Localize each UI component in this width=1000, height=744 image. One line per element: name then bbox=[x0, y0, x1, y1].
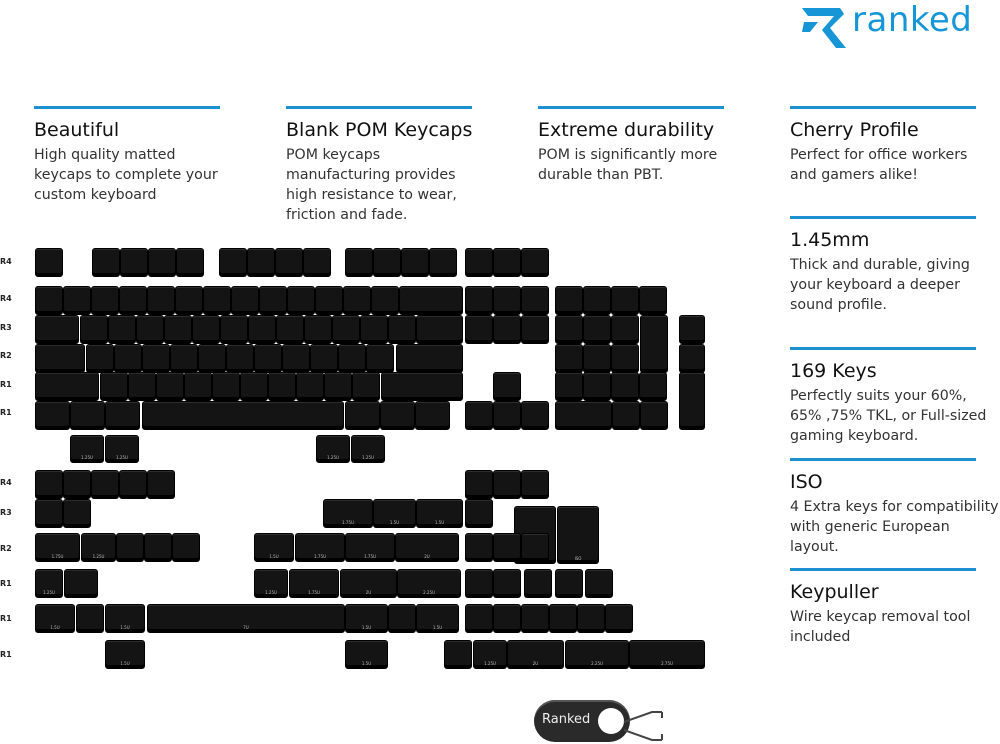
keycap bbox=[493, 372, 521, 401]
keycap bbox=[70, 401, 105, 430]
keycap bbox=[116, 533, 144, 562]
keycap bbox=[198, 344, 226, 373]
row-label: R3 bbox=[0, 323, 12, 332]
keycap bbox=[323, 499, 373, 528]
keycap bbox=[565, 640, 629, 669]
row-label: R1 bbox=[0, 614, 12, 623]
keycap bbox=[35, 499, 63, 528]
keycap bbox=[105, 604, 145, 633]
keycap bbox=[351, 435, 385, 463]
keycap bbox=[248, 315, 276, 344]
row-label: R2 bbox=[0, 544, 12, 553]
keycap bbox=[583, 344, 611, 373]
keycap bbox=[549, 604, 577, 633]
keycap bbox=[493, 248, 521, 277]
keycap bbox=[268, 372, 296, 401]
keycap bbox=[164, 315, 192, 344]
keycap bbox=[366, 344, 394, 373]
feature-key-count bbox=[790, 347, 987, 446]
row-label: R1 bbox=[0, 579, 12, 588]
keypuller bbox=[534, 700, 664, 744]
keycap bbox=[352, 372, 380, 401]
keycap bbox=[105, 640, 145, 669]
keycap-size-label: 1.25U bbox=[362, 455, 374, 460]
keycap bbox=[276, 315, 304, 344]
keycap bbox=[521, 248, 549, 277]
keycap bbox=[119, 286, 147, 315]
keycap bbox=[611, 315, 639, 344]
keycap-size-label: 1.25U bbox=[43, 590, 55, 595]
keycap bbox=[80, 315, 108, 344]
keycap bbox=[521, 401, 549, 430]
keycap bbox=[100, 372, 128, 401]
keycap bbox=[473, 640, 507, 669]
keycap bbox=[521, 604, 549, 633]
feature-keypuller bbox=[790, 568, 980, 647]
keycap bbox=[416, 315, 463, 344]
keypuller-wire-icon bbox=[622, 708, 666, 744]
keycap bbox=[81, 533, 116, 562]
keycap bbox=[86, 344, 114, 373]
keycap bbox=[147, 286, 175, 315]
keycap bbox=[416, 499, 463, 528]
keycap bbox=[105, 435, 139, 463]
row-label: R3 bbox=[0, 508, 12, 517]
keycap bbox=[35, 286, 63, 315]
keycap bbox=[611, 372, 639, 401]
keycap-size-label: 1.75U bbox=[342, 520, 354, 525]
keycap bbox=[91, 470, 119, 499]
keycap bbox=[226, 344, 254, 373]
keycap bbox=[119, 470, 147, 499]
keycap bbox=[136, 315, 164, 344]
keycap bbox=[521, 315, 549, 344]
keycap bbox=[240, 372, 268, 401]
keycap-size-label: 1.5U bbox=[389, 520, 400, 525]
keycap bbox=[360, 315, 388, 344]
keycap-size-label: 1.25U bbox=[81, 455, 93, 460]
keycap bbox=[493, 569, 521, 598]
keycap bbox=[465, 315, 493, 344]
feature-rule bbox=[790, 458, 976, 461]
keypuller-label: Ranked bbox=[542, 712, 591, 727]
keycap bbox=[63, 470, 91, 499]
keycap bbox=[639, 372, 667, 401]
keycap bbox=[345, 401, 380, 430]
keycap bbox=[148, 248, 176, 277]
keycap bbox=[35, 604, 75, 633]
keycap bbox=[465, 499, 493, 528]
feature-desc: Thick and durable, giving your keyboard a deeper sound profile. bbox=[790, 257, 970, 313]
feature-title: Beautiful bbox=[34, 119, 120, 141]
keycap bbox=[555, 286, 583, 315]
keycap bbox=[91, 286, 119, 315]
row-label: R1 bbox=[0, 650, 12, 659]
keycap bbox=[465, 470, 493, 499]
keycap bbox=[144, 533, 172, 562]
keycap bbox=[147, 604, 345, 633]
keycap bbox=[170, 344, 198, 373]
feature-rule bbox=[790, 347, 976, 350]
keycap bbox=[493, 604, 521, 633]
keycap bbox=[555, 401, 612, 430]
keycap bbox=[639, 286, 667, 315]
keycap bbox=[555, 372, 583, 401]
keycap bbox=[120, 248, 148, 277]
keycap bbox=[415, 401, 450, 430]
keycap-size-label: 1.5U bbox=[361, 661, 372, 666]
keycap bbox=[577, 604, 605, 633]
keycap bbox=[35, 315, 79, 344]
keycap bbox=[507, 640, 564, 669]
keycap bbox=[156, 372, 184, 401]
keycap bbox=[147, 470, 175, 499]
keycap bbox=[259, 286, 287, 315]
keycap bbox=[381, 372, 463, 401]
keycap bbox=[247, 248, 275, 277]
keycap bbox=[254, 344, 282, 373]
keycap bbox=[679, 372, 705, 430]
keycap bbox=[296, 372, 324, 401]
keycap bbox=[345, 604, 388, 633]
keycap bbox=[557, 506, 599, 564]
feature-title: 1.45mm bbox=[790, 229, 870, 251]
feature-desc: Wire keycap removal tool included bbox=[790, 609, 971, 645]
keycap bbox=[303, 248, 331, 277]
keycap bbox=[373, 248, 401, 277]
keycap-size-label: ISO bbox=[574, 556, 582, 561]
keycap bbox=[35, 401, 70, 430]
keycap bbox=[128, 372, 156, 401]
keycap-size-label: 1.25U bbox=[484, 661, 496, 666]
keycap bbox=[465, 248, 493, 277]
keycap bbox=[416, 604, 459, 633]
keypuller-body bbox=[534, 700, 630, 742]
keycap bbox=[465, 401, 493, 430]
row-label: R4 bbox=[0, 294, 12, 303]
keycap bbox=[396, 344, 463, 373]
keycap bbox=[679, 344, 705, 373]
keycap bbox=[282, 344, 310, 373]
keycap bbox=[493, 401, 521, 430]
feature-desc: 4 Extra keys for compatibility with generic European layout. bbox=[790, 499, 999, 555]
keycap bbox=[76, 604, 104, 633]
keycap bbox=[192, 315, 220, 344]
keycap bbox=[316, 435, 350, 463]
keycap bbox=[388, 315, 416, 344]
keycap bbox=[254, 533, 294, 562]
keycap bbox=[399, 286, 463, 315]
feature-title: Cherry Profile bbox=[790, 119, 919, 141]
feature-desc: Perfectly suits your 60%, 65% ,75% TKL, or Full-sized gaming keyboard. bbox=[790, 388, 987, 444]
keycap bbox=[35, 248, 63, 277]
keycap bbox=[397, 569, 461, 598]
feature-rule bbox=[790, 106, 976, 109]
keycap bbox=[373, 499, 416, 528]
keycap bbox=[203, 286, 231, 315]
keycap bbox=[310, 344, 338, 373]
keycap bbox=[583, 372, 611, 401]
row-label: R2 bbox=[0, 351, 12, 360]
keycap-size-label: 1.75U bbox=[364, 554, 376, 559]
keycap bbox=[231, 286, 259, 315]
keycap-size-label: 2U bbox=[424, 554, 430, 559]
keycap bbox=[585, 569, 613, 598]
keycap bbox=[521, 286, 549, 315]
keycap bbox=[142, 401, 344, 430]
keycap bbox=[219, 248, 247, 277]
keycap bbox=[35, 470, 63, 499]
feature-desc: POM keycaps manufacturing provides high resistance to wear, friction and fade. bbox=[286, 147, 457, 223]
keycap-size-label: 1.25U bbox=[327, 455, 339, 460]
keycap bbox=[465, 604, 493, 633]
keycap-size-label: 2.25U bbox=[423, 590, 435, 595]
keycap bbox=[605, 604, 633, 633]
keycap bbox=[521, 470, 549, 499]
keycap bbox=[35, 372, 99, 401]
keycap bbox=[493, 286, 521, 315]
keycap bbox=[465, 286, 493, 315]
keycap bbox=[315, 286, 343, 315]
feature-cherry-profile bbox=[790, 106, 980, 185]
keycap bbox=[555, 569, 583, 598]
keycap bbox=[172, 533, 200, 562]
keycap bbox=[401, 248, 429, 277]
keycap bbox=[175, 286, 203, 315]
keycap bbox=[611, 286, 639, 315]
keycap bbox=[254, 569, 288, 598]
row-label: R1 bbox=[0, 380, 12, 389]
keycap-size-label: 1.25U bbox=[116, 455, 128, 460]
row-label: R4 bbox=[0, 257, 12, 266]
feature-iso bbox=[790, 458, 999, 557]
keycap bbox=[220, 315, 248, 344]
feature-thickness bbox=[790, 216, 980, 315]
keycap bbox=[371, 286, 399, 315]
keycap bbox=[388, 604, 416, 633]
feature-rule bbox=[790, 216, 976, 219]
keycap bbox=[108, 315, 136, 344]
feature-title: ISO bbox=[790, 471, 823, 493]
keycap bbox=[524, 569, 552, 598]
keycap-size-label: 1.5U bbox=[432, 625, 443, 630]
feature-desc: POM is significantly more durable than PBT. bbox=[538, 147, 718, 183]
keycap bbox=[395, 533, 459, 562]
keycap-size-label: 1.5U bbox=[120, 661, 130, 666]
keycap-size-label: 7U bbox=[243, 625, 249, 630]
keycap bbox=[304, 315, 332, 344]
keycap-size-label: 1.5U bbox=[434, 520, 445, 525]
keycap bbox=[35, 533, 80, 562]
keycap bbox=[64, 569, 98, 598]
keycap bbox=[340, 569, 397, 598]
keycap-size-label: 2U bbox=[532, 661, 539, 666]
keycap-size-label: 1.25U bbox=[92, 554, 105, 559]
keycap-size-label: 1.5U bbox=[269, 554, 279, 559]
keycap bbox=[555, 315, 583, 344]
keycap bbox=[679, 315, 705, 344]
feature-title: Blank POM Keycaps bbox=[286, 119, 473, 141]
keycap bbox=[493, 533, 521, 562]
keycap-size-label: 2U bbox=[365, 590, 372, 595]
ranked-logo bbox=[800, 2, 996, 50]
keycap bbox=[345, 248, 373, 277]
keycap-size-label: 2.75U bbox=[661, 661, 673, 666]
keycap bbox=[105, 401, 140, 430]
keycap bbox=[444, 640, 472, 669]
keycap bbox=[343, 286, 371, 315]
keycap bbox=[295, 533, 345, 562]
feature-desc: Perfect for office workers and gamers alike! bbox=[790, 147, 968, 183]
keycap bbox=[142, 344, 170, 373]
keycap bbox=[35, 344, 85, 373]
feature-rule bbox=[790, 568, 976, 571]
keycap bbox=[555, 344, 583, 373]
keycap bbox=[287, 286, 315, 315]
keypuller-ring bbox=[598, 708, 624, 734]
keycap bbox=[611, 344, 639, 373]
keycap-size-label: 1.75U bbox=[314, 554, 326, 559]
ranked-logo-icon bbox=[800, 2, 850, 50]
keycap bbox=[493, 315, 521, 344]
keycap-size-label: 1.5U bbox=[50, 625, 60, 630]
feature-title: Keypuller bbox=[790, 581, 879, 603]
keycap bbox=[345, 533, 395, 562]
keycap bbox=[612, 401, 640, 430]
keycap bbox=[332, 315, 360, 344]
keycap-size-label: 1.75U bbox=[51, 554, 64, 559]
row-label: R4 bbox=[0, 478, 12, 487]
keycap bbox=[429, 248, 457, 277]
keycap bbox=[345, 640, 388, 669]
keycap bbox=[184, 372, 212, 401]
keycap bbox=[493, 470, 521, 499]
feature-desc: High quality matted keycaps to complete your custom keyboard bbox=[34, 147, 218, 203]
keycap bbox=[338, 344, 366, 373]
keycap bbox=[35, 569, 63, 598]
keycap-size-label: 2.25U bbox=[591, 661, 603, 666]
keycap bbox=[465, 533, 493, 562]
keycap bbox=[629, 640, 705, 669]
keycap bbox=[583, 286, 611, 315]
keycap bbox=[70, 435, 104, 463]
keycap bbox=[380, 401, 415, 430]
keycap bbox=[176, 248, 204, 277]
keycap bbox=[521, 533, 549, 562]
keycap bbox=[640, 315, 668, 373]
keycap bbox=[212, 372, 240, 401]
keycap bbox=[63, 499, 91, 528]
keycap bbox=[324, 372, 352, 401]
keycap-size-label: 1.25U bbox=[265, 590, 277, 595]
keycap bbox=[289, 569, 339, 598]
keycap bbox=[114, 344, 142, 373]
row-label: R1 bbox=[0, 408, 12, 417]
keycap bbox=[63, 286, 91, 315]
keycap-size-label: 1.5U bbox=[120, 625, 130, 630]
keycap bbox=[465, 569, 493, 598]
feature-title: Extreme durability bbox=[538, 119, 715, 141]
keycap bbox=[640, 401, 668, 430]
keycap bbox=[275, 248, 303, 277]
keycap bbox=[583, 315, 611, 344]
keycap-size-label: 1.5U bbox=[361, 625, 372, 630]
keycap bbox=[92, 248, 120, 277]
logo-text: ranked bbox=[852, 0, 973, 40]
feature-title: 169 Keys bbox=[790, 360, 877, 382]
keycap-size-label: 1.75U bbox=[308, 590, 320, 595]
